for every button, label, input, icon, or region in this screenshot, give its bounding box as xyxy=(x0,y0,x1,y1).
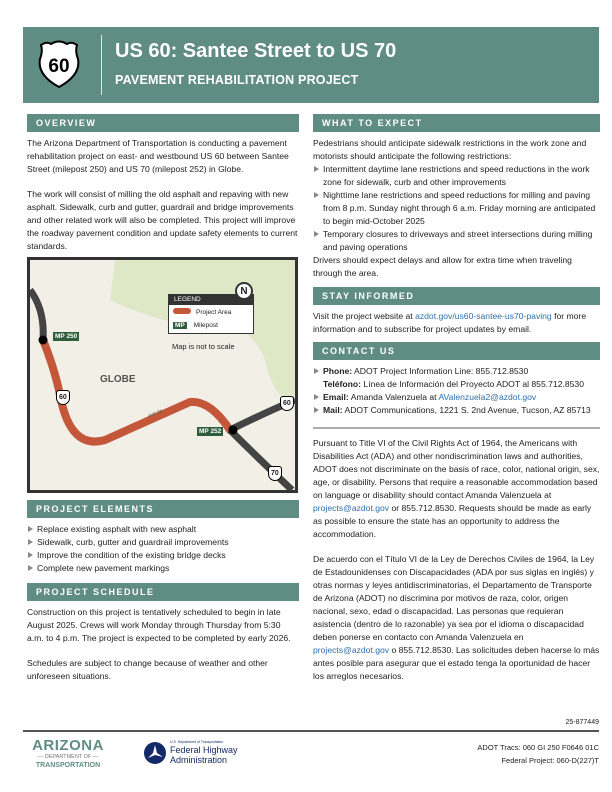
map-graphic xyxy=(30,260,295,490)
city-label: GLOBE xyxy=(100,374,136,385)
document-number: 25-877449 xyxy=(565,719,599,726)
overview-text: The Arizona Department of Transportation is conducting a pavement rehabilitation project on east- and westbound US 60 between Santee Street (milepost 250) and US 70 (milepost 252) in Globe. xyxy=(27,138,289,174)
project-map xyxy=(27,257,298,493)
north-arrow-icon: N xyxy=(235,282,253,300)
contact-mail: Mail: ADOT Communications, 1221 S. 2nd Avenue, Tucson, AZ 85713 xyxy=(313,404,600,417)
list-item: Intermittent daytime lane restrictions and speed reductions in the work zone for sidewalk, curb and other improvements xyxy=(313,163,600,189)
legend-milepost: Milepost xyxy=(193,322,218,329)
divider xyxy=(313,427,600,429)
expect-intro: Pedestrians should anticipate sidewalk restrictions in the work zone and motorists should anticipate the following restrictions: xyxy=(313,138,587,161)
email-link[interactable]: AValenzuela2@azdot.gov xyxy=(438,392,537,402)
milepost-marker xyxy=(39,336,48,345)
tracs-number: ADOT Tracs: 060 GI 250 F0646 01C xyxy=(477,743,599,752)
milepost-marker xyxy=(229,426,238,435)
left-column xyxy=(27,114,299,695)
right-column xyxy=(313,114,600,683)
project-ids xyxy=(477,741,599,767)
street-label: Ash St xyxy=(147,408,164,420)
map-legend xyxy=(168,294,254,334)
page-subtitle: PAVEMENT REHABILITATION PROJECT xyxy=(115,73,359,87)
contact-phone: Phone: ADOT Project Information Line: 855.712.8530 Teléfono: Línea de Información del Proyecto ADOT al 855.712.8530 xyxy=(313,365,600,391)
us60-shield-icon: 60 xyxy=(56,390,70,405)
list-item: Sidewalk, curb, gutter and guardrail improvements xyxy=(27,536,299,549)
title-vi-spanish: De acuerdo con el Título VI de la Ley de Derechos Civiles de 1964, la Ley de Estadounidenses con Discapacidades (ADA por sus siglas en inglés) y otras normas y leyes antidiscriminatorias, el Departamento de Transporte de Arizona (ADOT) no discrimina por motivos de raza, color, origen nacional, sexo, edad o discapacidad. Las personas que requieran asistencia (dentro de lo razonable) ya sea por el idioma o discapacidad deben ponerse en contacto con Amanda Valenzuela en projects@azdot.gov o 855.712.8530. Las solicitudes deben hacerse lo más antes posible para asegurar que el estado tenga la oportunidad de hacer los arreglos necesarios. xyxy=(313,554,600,681)
email-link[interactable]: projects@azdot.gov xyxy=(313,503,390,513)
overview-heading: OVERVIEW xyxy=(27,114,299,132)
expect-outro: Drivers should expect delays and allow for extra time when traveling through the area. xyxy=(313,255,572,278)
email-link[interactable]: projects@azdot.gov xyxy=(313,645,390,655)
mp252-label: MP 252 xyxy=(199,428,222,435)
divider xyxy=(101,35,102,95)
schedule-note: Schedules are subject to change because of weather and other unforeseen situations. xyxy=(27,658,268,681)
stay-informed-text: Visit the project website at azdot.gov/us60-santee-us70-paving for more information and to subscribe for project updates by email. xyxy=(313,311,587,334)
list-item: Nighttime lane restrictions and speed reductions for milling and paving from 8 p.m. Sunday night through 6 a.m. Friday morning are anticipated to begin mid-October 2025 xyxy=(313,189,600,228)
stay-informed-heading: STAY INFORMED xyxy=(313,287,600,305)
map-scale-note: Map is not to scale xyxy=(172,342,235,351)
mp250-label: MP 250 xyxy=(55,333,78,340)
overview-text-2: The work will consist of milling the old asphalt and repaving with new asphalt. Sidewalk, curb and gutter, guardrail and bridge improvements and other related work will also be completed. This project will improve the roadway pavement condition and update safety elements to current standards. xyxy=(27,189,298,251)
federal-project-number: Federal Project: 060-D(227)T xyxy=(501,756,599,765)
list-item: Temporary closures to driveways and street intersections during milling and paving operations xyxy=(313,228,600,254)
us-60-shield-icon xyxy=(37,39,81,89)
schedule-text: Construction on this project is tentatively scheduled to begin in late August 2025. Crews will work Monday through Thursday from 5:30 a.m. to 4 p.m. The project is expected to be completed by early 2026. xyxy=(27,607,291,643)
page-title: US 60: Santee Street to US 70 xyxy=(115,40,397,62)
contact-email: Email: Amanda Valenzuela at AValenzuela2@azdot.gov xyxy=(313,391,600,404)
svg-text:60: 60 xyxy=(48,56,70,77)
legend-project-area: Project Area xyxy=(196,309,232,316)
project-elements-heading: PROJECT ELEMENTS xyxy=(27,500,299,518)
legend-title: LEGEND xyxy=(169,295,253,305)
project-schedule-heading: PROJECT SCHEDULE xyxy=(27,583,299,601)
contact-list xyxy=(313,365,600,417)
list-item: Replace existing asphalt with new asphalt xyxy=(27,523,299,536)
contact-us-heading: CONTACT US xyxy=(313,342,600,360)
footer-divider xyxy=(23,730,599,732)
adot-logo: ARIZONA — DEPARTMENT OF — TRANSPORTATION xyxy=(32,737,104,769)
mp-swatch: MP xyxy=(175,322,185,329)
list-item: Improve the condition of the existing bridge decks xyxy=(27,549,299,562)
project-elements-list xyxy=(27,523,299,575)
project-area-swatch xyxy=(173,308,191,314)
us60-shield-icon: 60 xyxy=(280,396,294,411)
title-vi-english: Pursuant to Title VI of the Civil Rights Act of 1964, the Americans with Disabilities Act (ADA) and other nondiscrimination laws and authorities, ADOT does not discriminate on the basis of race, color, national origin, sex, age, or disability. Persons that require a reasonable accommodation based on language or disability should contact Amanda Valenzuela at projects@azdot.gov or 855.712.8530. Requests should be made as early as possible to ensure the state has an opportunity to address the accommodation. xyxy=(313,438,600,539)
what-to-expect-heading: WHAT TO EXPECT xyxy=(313,114,600,132)
project-website-link[interactable]: azdot.gov/us60-santee-us70-paving xyxy=(415,311,552,321)
list-item: Complete new pavement markings xyxy=(27,562,299,575)
fhwa-emblem-icon xyxy=(143,741,167,765)
header-banner xyxy=(23,27,599,103)
us70-shield-icon: 70 xyxy=(268,466,282,481)
expect-list xyxy=(313,163,600,254)
